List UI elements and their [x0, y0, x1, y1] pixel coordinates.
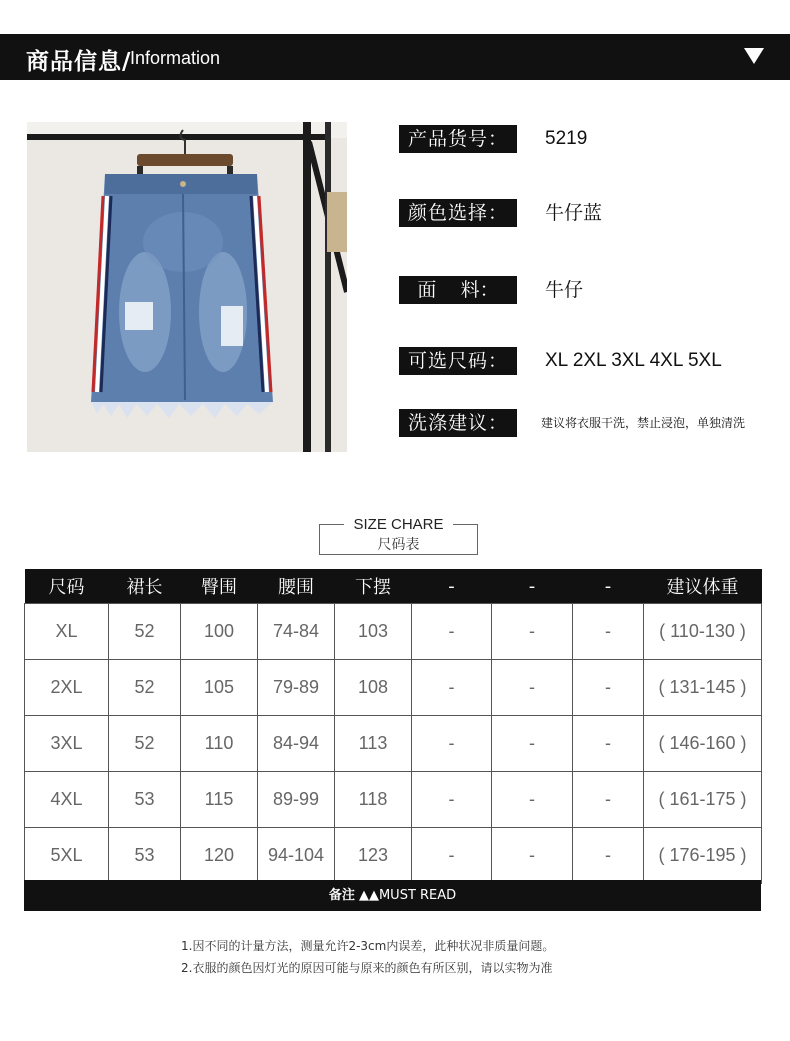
column-header: 尺码 [25, 569, 109, 604]
info-label: 面 料： [399, 276, 517, 304]
table-cell: 113 [335, 716, 412, 772]
caret-down-icon[interactable] [744, 48, 764, 64]
table-cell: - [573, 604, 644, 660]
column-header: 臀围 [181, 569, 258, 604]
table-cell: 108 [335, 660, 412, 716]
table-cell: 110 [181, 716, 258, 772]
info-label: 颜色选择： [399, 199, 517, 227]
size-chart-title-en: SIZE CHARE [353, 516, 444, 533]
table-cell: - [412, 604, 492, 660]
info-value: 建议将衣服干洗，禁止浸泡，单独清洗 [541, 416, 746, 430]
table-row [25, 660, 762, 716]
column-header: - [412, 569, 492, 604]
table-cell: 2XL [25, 660, 109, 716]
table-cell: 94-104 [258, 828, 335, 884]
table-cell: 79-89 [258, 660, 335, 716]
section-title-en: Information [130, 48, 221, 68]
size-chart-title-cn: 尺码表 [377, 537, 420, 553]
table-cell: 118 [335, 772, 412, 828]
info-value: XL 2XL 3XL 4XL 5XL [545, 350, 722, 371]
note-must-read: ▲▲MUST READ [358, 888, 457, 903]
column-header: 下摆 [335, 569, 412, 604]
table-cell: 123 [335, 828, 412, 884]
table-cell: ( 176-195 ) [644, 828, 762, 884]
table-cell: XL [25, 604, 109, 660]
table-cell: 103 [335, 604, 412, 660]
table-cell: - [492, 604, 573, 660]
note-line: 1.因不同的计量方法，测量允许2-3cm内误差，此种状况非质量问题。 [181, 939, 555, 953]
table-cell: - [412, 828, 492, 884]
section-header [0, 34, 790, 80]
must-read-bar [24, 880, 761, 911]
table-cell: ( 161-175 ) [644, 772, 762, 828]
table-cell: - [573, 772, 644, 828]
table-row [25, 716, 762, 772]
column-header: 建议体重 [644, 569, 762, 604]
table-cell: - [412, 772, 492, 828]
info-label: 产品货号： [399, 125, 517, 153]
size-table [24, 569, 762, 884]
info-label: 洗涤建议： [399, 409, 517, 437]
table-cell: 5XL [25, 828, 109, 884]
table-cell: 52 [109, 716, 181, 772]
size-chart-title [319, 516, 478, 555]
section-title-cn: 商品信息/ [26, 49, 132, 75]
table-cell: 53 [109, 828, 181, 884]
table-cell: - [492, 828, 573, 884]
table-cell: 4XL [25, 772, 109, 828]
product-photo [27, 122, 347, 452]
column-header: - [492, 569, 573, 604]
table-cell: 53 [109, 772, 181, 828]
table-cell: ( 110-130 ) [644, 604, 762, 660]
table-cell: - [412, 660, 492, 716]
table-cell: 52 [109, 660, 181, 716]
table-cell: 84-94 [258, 716, 335, 772]
table-cell: 74-84 [258, 604, 335, 660]
table-row [25, 604, 762, 660]
table-cell: - [492, 772, 573, 828]
info-value: 5219 [545, 128, 588, 149]
table-cell: - [492, 716, 573, 772]
table-cell: - [573, 660, 644, 716]
table-row [25, 772, 762, 828]
info-label: 可选尺码： [399, 347, 517, 375]
table-cell: 120 [181, 828, 258, 884]
table-header-row [25, 569, 762, 604]
column-header: 腰围 [258, 569, 335, 604]
table-cell: - [412, 716, 492, 772]
table-cell: 100 [181, 604, 258, 660]
table-cell: 105 [181, 660, 258, 716]
info-value: 牛仔 [545, 279, 584, 301]
table-cell: 89-99 [258, 772, 335, 828]
note-label: 备注 [328, 888, 355, 903]
table-cell: 3XL [25, 716, 109, 772]
table-cell: - [573, 716, 644, 772]
table-cell: - [492, 660, 573, 716]
notes [181, 935, 554, 979]
table-cell: ( 131-145 ) [644, 660, 762, 716]
table-row [25, 828, 762, 884]
table-cell: 115 [181, 772, 258, 828]
column-header: 裙长 [109, 569, 181, 604]
info-value: 牛仔蓝 [545, 202, 603, 224]
table-cell: ( 146-160 ) [644, 716, 762, 772]
table-cell: - [573, 828, 644, 884]
note-line: 2.衣服的颜色因灯光的原因可能与原来的颜色有所区别，请以实物为准 [181, 961, 553, 975]
column-header: - [573, 569, 644, 604]
table-cell: 52 [109, 604, 181, 660]
